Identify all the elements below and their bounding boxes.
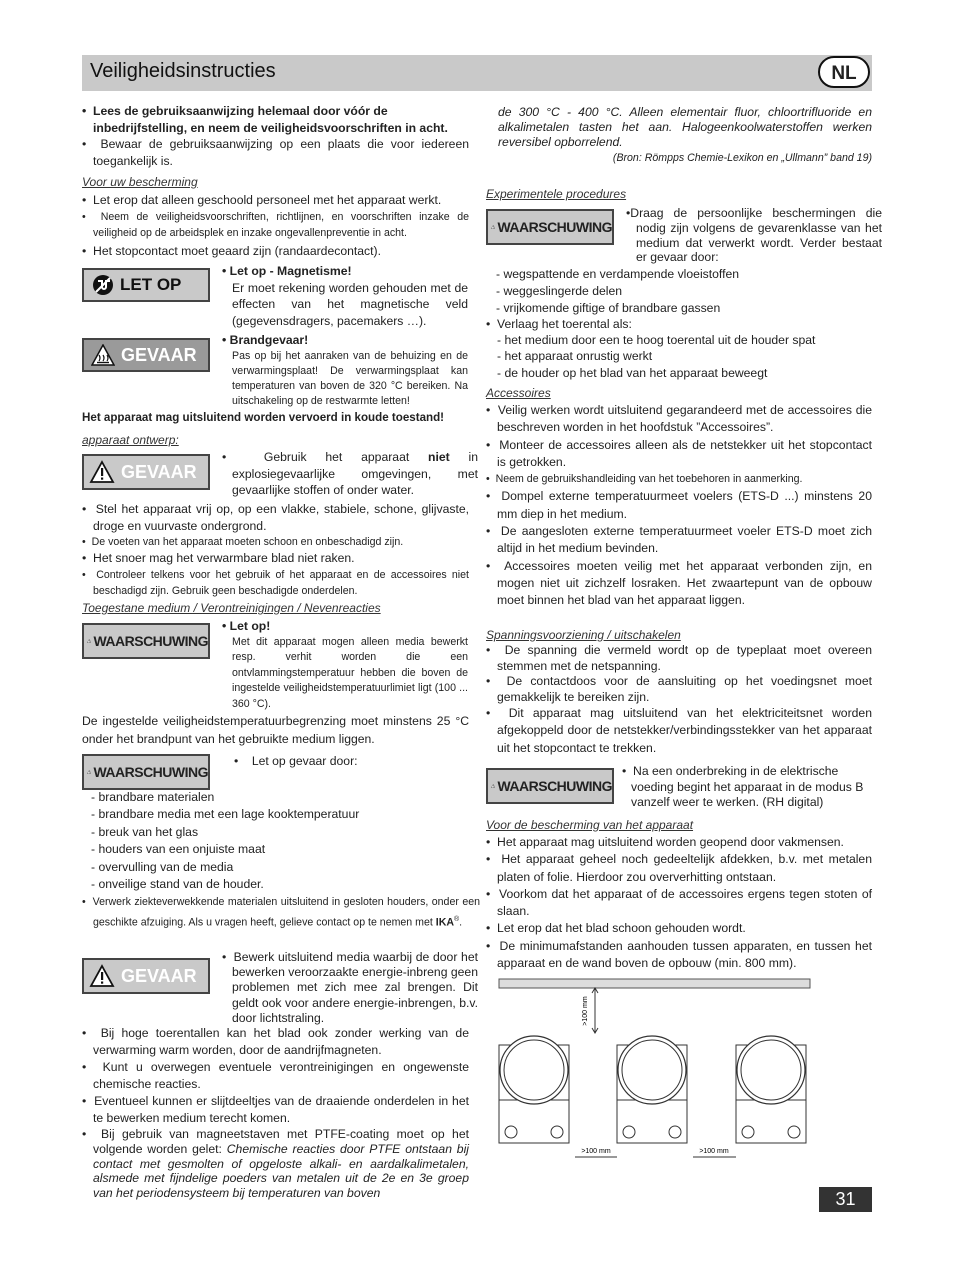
gap-label-1: >100 mm bbox=[581, 1148, 611, 1155]
waarschuwing-label-4: WAARSCHUWING bbox=[497, 778, 612, 794]
exp-item: - wegspattende en verdampende vloeistoffen bbox=[496, 267, 740, 281]
dev-3: • Voorkom dat het apparaat of de accessoires ergens tegen stoten of slaan. bbox=[486, 886, 872, 919]
restart-note: • Na een onderbreking in de elektrische voeding begint het apparaat in de modus B vanzelf weer te werken. (RH digital) bbox=[622, 764, 864, 809]
source-citation: (Bron: Römpps Chemie-Lexikon en „Ullmann” band 19) bbox=[612, 152, 872, 164]
section-protection: Voor uw bescherming bbox=[82, 175, 198, 189]
ptfe-continuation: de 300 °C - 400 °C. Alleen elementair fluor, chloortrifluoride en alkalimetalen tasten het aan. Halogeenkoolwaterstoffen werken reversibel opborrelend. bbox=[498, 105, 872, 149]
danger-item: - breuk van het glas bbox=[91, 824, 199, 839]
gevaar-label-1: GEVAAR bbox=[121, 344, 197, 365]
section-power: Spanningsvoorziening / uitschakelen bbox=[486, 628, 681, 642]
prot-2: • Neem de veiligheidsvoorschriften, richtlijnen, en voorschriften inzake de veiligheid op de arbeidsplek en inzake ongevallenpreventie in acht. bbox=[82, 210, 469, 239]
energy-note: • Bewerk uitsluitend media waarbij de door het bewerken veroorzaakte energie-inbreng geen problemen met zich mee zal brengen. Dit geldt ook voor andere energie-inbrengen, b.v. door lichtstraling. bbox=[222, 950, 479, 1025]
medium-paragraph: De ingestelde veiligheidstemperatuurbegrenzing moet minstens 25 °C onder het brandpunt van het gebruikte medium liggen. bbox=[82, 714, 469, 746]
section-design: apparaat ontwerp: bbox=[82, 433, 179, 447]
pow-2: • De contactdoos voor de aansluiting op het voedingsnet moet gemakkelijk te bereiken zijn. bbox=[486, 674, 873, 704]
warning-triangle-icon bbox=[87, 629, 91, 653]
gevaar-label-2: GEVAAR bbox=[121, 461, 197, 482]
gap-label-2: >100 mm bbox=[699, 1148, 729, 1155]
speed-item: - het medium door een te hoog toerental uit de houder spat bbox=[497, 333, 816, 348]
device-unit bbox=[617, 1036, 687, 1143]
waarschuwing-badge-2 bbox=[82, 754, 210, 790]
magnet-list bbox=[82, 1025, 469, 1201]
magnet-3: • Eventueel kunnen er slijtdeeltjes van de draaiende onderdelen in het te bewerken medium terecht komen. bbox=[82, 1094, 470, 1125]
accessory-list bbox=[486, 402, 872, 610]
danger-item: - houders van een onjuiste maat bbox=[91, 842, 266, 857]
waarschuwing-label-1: WAARSCHUWING bbox=[93, 633, 208, 649]
warning-triangle-icon bbox=[491, 774, 495, 798]
danger-list bbox=[91, 789, 359, 893]
gevaar-badge-2 bbox=[82, 454, 210, 490]
explosion-note: • Gebruik het apparaat niet in explosiegevaarlijke omgevingen, met gevaarlijke stoffen of onder water. bbox=[222, 450, 479, 497]
danger-lead: • Let op gevaar door: bbox=[234, 754, 358, 768]
burn-text: Pas op bij het aanraken van de behuizing en de verwarmingsplaat! De verwarmingsplaat kan temperaturen van boven de 320 °C bereiken. Na uitschakeling op de restwarmte letten! bbox=[232, 349, 468, 407]
wall-bar bbox=[499, 979, 810, 988]
ptfe-note: • Bij gebruik van magneetstaven met PTFE-coating moet op het volgende worden gelet: Chemische reacties door PTFE ontstaan bij contact met gesmolten of opgeloste alkali- en aardalkalimetalen, alsmede met fijndelige poeders van metalen uit de 2e en 3e groep van het periodensysteem bij temperaturen van boven bbox=[82, 1127, 469, 1201]
magnet-warning-icon bbox=[92, 274, 114, 296]
ppe-note: •Draag de persoonlijke beschermingen die nodig zijn volgens de gevarenklasse van het medium dat verwerkt wordt. Verder bestaat er gevaar door: bbox=[626, 206, 882, 265]
transport-note: Het apparaat mag uitsluitend worden vervoerd in koude toestand! bbox=[82, 411, 445, 424]
place-4: • Controleer telkens voor het gebruik of het apparaat en de accessoires niet beschadigd zijn. Gebruik geen beschadigde onderdelen. bbox=[82, 568, 469, 597]
gevaar-badge-1 bbox=[82, 338, 210, 372]
section-medium: Toegestane medium / Verontreinigingen / Nevenreacties bbox=[82, 601, 381, 615]
exp-item: - vrijkomende giftige of brandbare gassen bbox=[496, 300, 721, 315]
speed-item: - de houder op het blad van het apparaat beweegt bbox=[497, 365, 768, 380]
burn-title: • Brandgevaar! bbox=[222, 333, 309, 347]
exp-list bbox=[496, 266, 739, 316]
spacing-diagram bbox=[495, 975, 815, 1165]
danger-item: - onveilige stand van de houder. bbox=[91, 877, 264, 892]
intro-bullet-2: • Bewaar de gebruiksaanwijzing op een plaats die voor iedereen toegankelijk is. bbox=[82, 137, 469, 168]
dev-1: • Het apparaat mag uitsluitend worden geopend door vakmensen. bbox=[486, 835, 844, 849]
waarschuwing-badge-3 bbox=[486, 209, 614, 245]
dev-2: • Het apparaat geheel noch gedeeltelijk afdekken, b.v. met metalen platen of folie. Hierdoor zou oververhitting ontstaan. bbox=[486, 852, 872, 884]
place-2: • De voeten van het apparaat moeten schoon en onbeschadigd zijn. bbox=[82, 536, 404, 548]
exp-item: - weggeslingerde delen bbox=[496, 283, 623, 298]
section-experiment: Experimentele procedures bbox=[486, 187, 627, 201]
magnet-2: • Kunt u overwegen eventuele verontreinigingen en ongewenste chemische reacties. bbox=[82, 1060, 469, 1091]
acc-5: • De aangesloten externe temperatuurmeet voeler ETS-D moet zich altijd in het medium bevinden. bbox=[486, 524, 872, 556]
medium-text: Met dit apparaat mogen alleen media bewerkt resp. verhit worden die een ontvlammingstemperatuur hebben die boven de ingestelde veiligheidstemperatuurlimiet ligt (100 ... 360 °C). bbox=[232, 635, 468, 710]
danger-item: - brandbare media met een lage kooktemperatuur bbox=[91, 807, 360, 822]
medium-title: • Let op! bbox=[222, 619, 271, 633]
speed-list bbox=[486, 316, 815, 381]
power-list bbox=[486, 643, 872, 757]
danger-item: - overvulling van de media bbox=[91, 859, 234, 874]
letop-badge bbox=[82, 268, 210, 302]
waarschuwing-badge-1 bbox=[82, 623, 210, 659]
section-accessories: Accessoires bbox=[486, 386, 551, 400]
letop-label: LET OP bbox=[120, 275, 182, 294]
protection-list bbox=[82, 192, 469, 259]
place-1: • Stel het apparaat vrij op, op een vlakke, stabiele, schone, glijvaste, droge en vuurvaste ondergrond. bbox=[82, 502, 469, 533]
pow-3: • Dit apparaat mag uitsluitend van het elektriciteitsnet worden afgekoppeld door de netstekker/verbindingsstekker van het apparaat uit het stopcontact te trekken. bbox=[486, 706, 872, 755]
prot-1: • Let erop dat alleen geschoold personeel met het apparaat werkt. bbox=[82, 193, 442, 207]
dev-4: • Let erop dat het blad schoon gehouden wordt. bbox=[486, 921, 746, 936]
acc-1: • Veilig werken wordt uitsluitend gegarandeerd met de accessoires die beschreven worden in het hoofdstuk ”Accessoires”. bbox=[486, 403, 872, 435]
burn-note bbox=[222, 332, 468, 409]
acc-6: • Accessoires moeten veilig met het apparaat verbonden zijn, en mogen niet uit zichzelf losraken. Het zwaartepunt van de opbouw moet binnen het blad van het apparaat liggen. bbox=[486, 558, 872, 608]
waarschuwing-label-2: WAARSCHUWING bbox=[93, 764, 208, 780]
place-3: • Het snoer mag het verwarmbare blad niet raken. bbox=[82, 551, 355, 565]
gevaar-badge-3 bbox=[82, 958, 210, 994]
danger-item: - brandbare materialen bbox=[91, 790, 215, 804]
warning-triangle-icon bbox=[491, 215, 495, 239]
hot-surface-warning-icon bbox=[91, 344, 115, 366]
section-device: Voor de bescherming van het apparaat bbox=[486, 818, 694, 832]
language-badge: NL bbox=[818, 56, 870, 88]
magnet-1: • Bij hoge toerentallen kan het blad ook zonder werking van de verwarming warm worden, door de aandrijfmagneten. bbox=[82, 1026, 469, 1057]
placement-list bbox=[82, 501, 469, 599]
medium-note bbox=[222, 618, 468, 712]
intro-block bbox=[82, 103, 469, 169]
acc-3: • Neem de gebruikshandleiding van het toebehoren in aanmerking. bbox=[486, 473, 803, 486]
warning-triangle-icon bbox=[89, 964, 115, 988]
page-number: 31 bbox=[819, 1187, 872, 1212]
device-list bbox=[486, 834, 872, 972]
device-unit bbox=[736, 1036, 806, 1143]
intro-bullet-1: • Lees de gebruiksaanwijzing helemaal door vóór de inbedrijfstelling, en neem de veiligheidsvoorschriften in acht. bbox=[82, 104, 448, 135]
magnetism-text: Er moet rekening worden gehouden met de effecten van het magnetische veld (gegevensdragers, pacemakers …). bbox=[232, 280, 468, 328]
acc-4: • Dompel externe temperatuurmeet voelers (ETS-D ...) minstens 20 mm diep in het medium. bbox=[486, 489, 872, 521]
pathogen-note: • Verwerk ziekteverwekkende materialen uitsluitend in gesloten houders, onder een geschikte afzuiging. Als u vragen heeft, gelieve contact op te nemen met IKA®. bbox=[82, 896, 480, 929]
page-title: Veiligheidsinstructies bbox=[90, 60, 276, 82]
waarschuwing-badge-4 bbox=[486, 768, 614, 804]
header-bar bbox=[82, 55, 872, 91]
top-gap-label: >100 mm bbox=[582, 996, 589, 1026]
gevaar-label-3: GEVAAR bbox=[121, 965, 197, 986]
magnetism-note bbox=[222, 263, 468, 329]
prot-3: • Het stopcontact moet geaard zijn (randaardecontact). bbox=[82, 243, 381, 258]
dev-5: • De minimumafstanden aanhouden tussen apparaten, en tussen het apparaat en de wand boven de opbouw (min. 800 mm). bbox=[486, 938, 872, 971]
acc-2: • Monteer de accessoires alleen als de netstekker uit het stopcontact is getrokken. bbox=[486, 437, 873, 469]
device-unit bbox=[499, 1036, 569, 1143]
pow-1: • De spanning die vermeld wordt op de typeplaat moet overeen stemmen met de netspanning. bbox=[486, 643, 872, 673]
waarschuwing-label-3: WAARSCHUWING bbox=[497, 219, 612, 235]
speed-lead: • Verlaag het toerental als: bbox=[486, 317, 632, 331]
warning-triangle-icon bbox=[87, 760, 91, 784]
warning-triangle-icon bbox=[89, 460, 115, 484]
magnetism-title: • Let op - Magnetisme! bbox=[222, 264, 352, 278]
speed-item: - het apparaat onrustig werkt bbox=[497, 349, 653, 364]
